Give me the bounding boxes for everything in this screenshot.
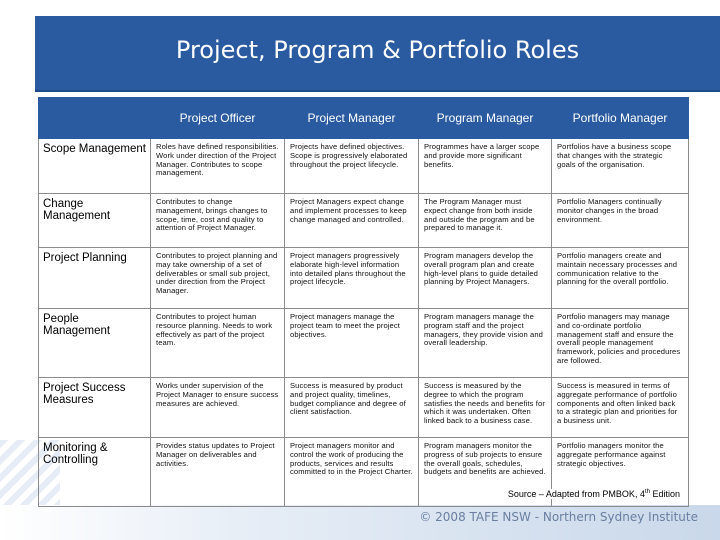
table-cell: Project managers monitor and control the work of producing the products, services and results committed to in the Project Charter. [285, 438, 419, 507]
source-citation [506, 489, 682, 499]
table-cell: Program managers develop the overall program plan and create high-level plans to guide detailed planning by Project Managers. [419, 248, 552, 309]
table-cell: Contributes to project planning and may take ownership of a set of deliverables or small sub project, under direction from the Project Manager. [151, 248, 285, 309]
table-cell: Portfolio managers may manage and co-ordinate portfolio management staff and ensure the overall people management framework, policies and procedures are followed. [552, 309, 689, 378]
header-corner [39, 98, 151, 139]
title-banner [35, 16, 720, 92]
table-cell: Project managers progressively elaborate high-level information into detailed plans throughout the project lifecycle. [285, 248, 419, 309]
table-cell: Project managers manage the project team to meet the project objectives. [285, 309, 419, 378]
copyright-footer: © 2008 TAFE NSW - Northern Sydney Institute [419, 510, 698, 524]
table-cell: Success is measured by product and project quality, timelines, budget compliance and degree of client satisfaction. [285, 378, 419, 438]
table-row [39, 139, 689, 194]
row-header: Project Success Measures [39, 378, 151, 438]
source-superscript: th [644, 489, 650, 495]
table-cell: Roles have defined responsibilities. Work under direction of the Project Manager. Contributes to scope management. [151, 139, 285, 194]
column-header: Project Manager [285, 98, 419, 139]
table-cell: Portfolios have a business scope that changes with the strategic goals of the organisation. [552, 139, 689, 194]
row-header: People Management [39, 309, 151, 378]
table-row [39, 378, 689, 438]
roles-table [38, 97, 689, 507]
column-header: Program Manager [419, 98, 552, 139]
table-row [39, 194, 689, 248]
slide-title: Project, Program & Portfolio Roles [175, 36, 580, 64]
table-cell: Provides status updates to Project Manager on deliverables and activities. [151, 438, 285, 507]
table-cell: Portfolio managers create and maintain necessary processes and communication relative to the planning for the overall portfolio. [552, 248, 689, 309]
table-cell: Success is measured by the degree to which the program satisfies the needs and benefits for which it was undertaken. Often linked back to a business case. [419, 378, 552, 438]
table-cell: Program managers manage the program staff and the project managers, they provide vision and overall leadership. [419, 309, 552, 378]
table-cell: Program managers monitor the progress of sub projects to ensure the overall goals, schedules, budgets and benefits are achieved. [419, 438, 552, 507]
column-header: Project Officer [151, 98, 285, 139]
source-text: Source – Adapted from PMBOK, 4 [507, 489, 645, 499]
table-cell: Programmes have a larger scope and provide more significant benefits. [419, 139, 552, 194]
row-header: Monitoring & Controlling [39, 438, 151, 507]
table-cell: Projects have defined objectives. Scope is progressively elaborated throughout the project lifecycle. [285, 139, 419, 194]
table-cell: The Program Manager must expect change from both inside and outside the program and be prepared to manage it. [419, 194, 552, 248]
table-cell: Success is measured in terms of aggregate performance of portfolio components and often linked back to a strategic plan and priorities for a business unit. [552, 378, 689, 438]
row-header: Scope Management [39, 139, 151, 194]
row-header: Project Planning [39, 248, 151, 309]
column-header: Portfolio Manager [552, 98, 689, 139]
table-cell: Works under supervision of the Project Manager to ensure success measures are achieved. [151, 378, 285, 438]
table-row [39, 309, 689, 378]
table-cell: Portfolio Managers continually monitor changes in the broad environment. [552, 194, 689, 248]
table-row [39, 248, 689, 309]
table-cell: Portfolio managers monitor the aggregate performance against strategic objectives. [552, 438, 689, 507]
header-row [39, 98, 689, 139]
source-edition: Edition [649, 489, 680, 499]
table-cell: Project Managers expect change and implement processes to keep change managed and controlled. [285, 194, 419, 248]
row-header: Change Management [39, 194, 151, 248]
table-cell: Contributes to change management, brings changes to scope, time, cost and quality to attention of Project Manager. [151, 194, 285, 248]
table-cell: Contributes to project human resource planning. Needs to work effectively as part of the project team. [151, 309, 285, 378]
